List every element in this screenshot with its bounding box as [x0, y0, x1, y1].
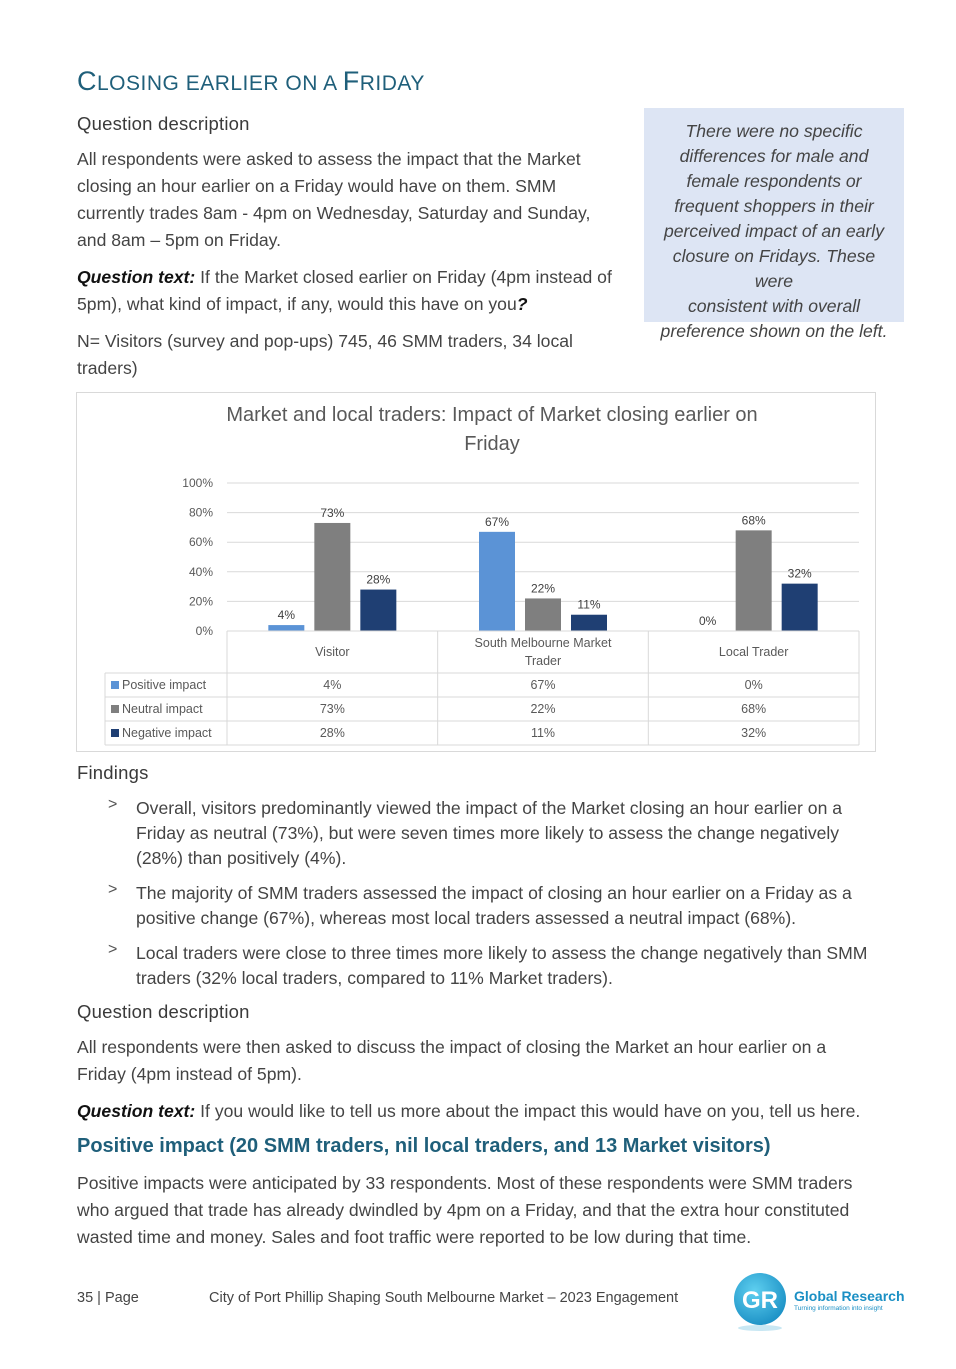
question-description-paragraph-2 — [77, 1034, 917, 1088]
table-cell: 22% — [530, 702, 556, 716]
bar — [268, 625, 304, 631]
finding-line: Overall, visitors predominantly viewed the impact of the Market closing an hour earlier on a — [136, 798, 843, 818]
bar — [571, 615, 607, 631]
logo-name: Global Research — [794, 1288, 905, 1304]
sample-size-line: traders) — [77, 358, 138, 378]
legend-swatch — [111, 729, 119, 737]
question-text-line: 5pm), what kind of impact, if any, would this have on you — [77, 294, 517, 314]
finding-line: positive change (67%), whereas most local traders assessed a neutral impact (68%). — [136, 908, 797, 928]
document-title-footer: City of Port Phillip Shaping South Melbourne Market – 2023 Engagement — [209, 1290, 679, 1306]
findings-heading: Findings — [77, 762, 149, 783]
logo-mark-icon — [733, 1272, 791, 1334]
data-label: 4% — [277, 608, 296, 623]
page-number: 35 | Page — [77, 1290, 139, 1306]
bar — [782, 584, 818, 631]
y-tick-label: 20% — [188, 594, 213, 609]
arrow-bullet-icon: > — [108, 796, 118, 813]
paragraph-line: closing an hour earlier on a Friday would have on them. SMM — [77, 176, 557, 196]
data-label: 28% — [366, 572, 391, 587]
legend-label: Positive impact — [122, 678, 207, 692]
paragraph-line: All respondents were then asked to discuss the impact of closing the Market an hour earlier on a — [77, 1037, 827, 1057]
question-description-paragraph — [77, 146, 637, 254]
y-tick-label: 40% — [188, 564, 213, 579]
finding-line: (28%) than positively (4%). — [136, 848, 347, 868]
callout-line: frequent shoppers in their — [674, 196, 874, 216]
legend-label: Negative impact — [122, 726, 212, 740]
question-text-block-2 — [77, 1098, 917, 1125]
bar — [525, 598, 561, 631]
callout-line: consistent with overall — [687, 296, 861, 316]
data-label: 0% — [698, 614, 717, 628]
data-label: 68% — [741, 513, 766, 528]
category-label: Visitor — [315, 645, 350, 659]
arrow-bullet-icon: > — [108, 881, 118, 898]
bar — [479, 532, 515, 631]
table-cell: 32% — [741, 726, 767, 740]
positive-impact-heading: Positive impact (20 SMM traders, nil local traders, and 13 Market visitors) — [77, 1135, 771, 1157]
y-tick-label: 0% — [195, 624, 213, 638]
question-text-line: If you would like to tell us more about the impact this would have on you, tell us here. — [195, 1101, 861, 1121]
table-cell: 67% — [530, 678, 556, 692]
bar — [314, 523, 350, 631]
paragraph-line: and 8am – 5pm on Friday. — [77, 230, 282, 250]
paragraph-line: currently trades 8am - 4pm on Wednesday, Saturday and Sunday, — [77, 203, 591, 223]
question-description-heading-2: Question description — [77, 1001, 250, 1022]
sample-size-line: N= Visitors (survey and pop-ups) 745, 46 SMM traders, 34 local — [77, 331, 573, 351]
question-text-block — [77, 264, 637, 318]
category-label: Trader — [524, 654, 562, 668]
callout-line: female respondents or — [686, 171, 862, 191]
question-mark: ? — [516, 294, 528, 314]
y-tick-label: 60% — [188, 535, 213, 550]
question-description-heading: Question description — [77, 113, 250, 134]
bar — [360, 590, 396, 631]
question-text-label: Question text: — [77, 1101, 196, 1121]
chart-title: Market and local traders: Impact of Market closing earlier on — [226, 404, 758, 426]
table-cell: 68% — [741, 702, 767, 716]
paragraph-line: who argued that trade has already dwindled by 4pm on a Friday, and that the extra hour constituted — [77, 1200, 850, 1220]
callout-line: preference shown on the left. — [660, 321, 888, 341]
paragraph-line: Positive impacts were anticipated by 33 respondents. Most of these respondents were SMM traders — [77, 1173, 853, 1193]
table-cell: 73% — [319, 702, 345, 716]
finding-line: traders (32% local traders, compared to 11% Market traders). — [136, 968, 613, 988]
category-label: Local Trader — [718, 645, 789, 659]
category-label: South Melbourne Market — [474, 636, 612, 650]
question-text-line: If the Market closed earlier on Friday (4pm instead of — [195, 267, 612, 287]
callout-box — [644, 108, 904, 341]
paragraph-line: All respondents were asked to assess the impact that the Market — [77, 149, 581, 169]
finding-line: Friday as neutral (73%), but were seven times more likely to assess the change negatively — [136, 823, 840, 843]
data-label: 73% — [320, 505, 345, 520]
y-tick-label: 80% — [188, 505, 213, 520]
finding-line: The majority of SMM traders assessed the impact of closing an hour earlier on a Friday as a — [136, 883, 852, 903]
finding-line: Local traders were close to three times more likely to assess the change negatively than SMM — [136, 943, 868, 963]
bar — [736, 530, 772, 631]
callout-line: closure on Fridays. These were — [672, 246, 876, 291]
callout-line: There were no specific — [685, 121, 863, 141]
callout-line: perceived impact of an early — [663, 221, 885, 241]
table-cell: 28% — [319, 726, 345, 740]
sample-size-note — [77, 328, 637, 382]
positive-impact-paragraph — [77, 1170, 917, 1251]
logo-mark-text: GR — [742, 1287, 778, 1314]
global-research-logo — [733, 1272, 913, 1334]
page-title: CLOSING EARLIER ON A FRIDAY — [77, 66, 425, 96]
data-label: 22% — [530, 581, 556, 596]
chart-title: Friday — [464, 433, 520, 455]
impact-chart — [76, 392, 876, 752]
y-tick-label: 100% — [182, 476, 213, 490]
table-cell: 0% — [744, 678, 763, 692]
table-cell: 4% — [323, 678, 342, 692]
paragraph-line: wasted time and money. Sales and foot traffic were reported to be low during that time. — [77, 1227, 752, 1247]
paragraph-line: Friday (4pm instead of 5pm). — [77, 1064, 302, 1084]
data-label: 67% — [484, 514, 510, 529]
legend-swatch — [111, 681, 119, 689]
arrow-bullet-icon: > — [108, 941, 118, 958]
legend-label: Neutral impact — [122, 702, 203, 716]
legend-swatch — [111, 705, 119, 713]
logo-tagline: Turning information into insight — [794, 1305, 883, 1312]
data-label: 32% — [787, 566, 812, 581]
impact-chart-svg — [77, 393, 875, 751]
table-cell: 11% — [530, 726, 556, 740]
data-label: 11% — [577, 597, 601, 612]
callout-line: differences for male and — [679, 146, 869, 166]
question-text-label: Question text: — [77, 267, 196, 287]
